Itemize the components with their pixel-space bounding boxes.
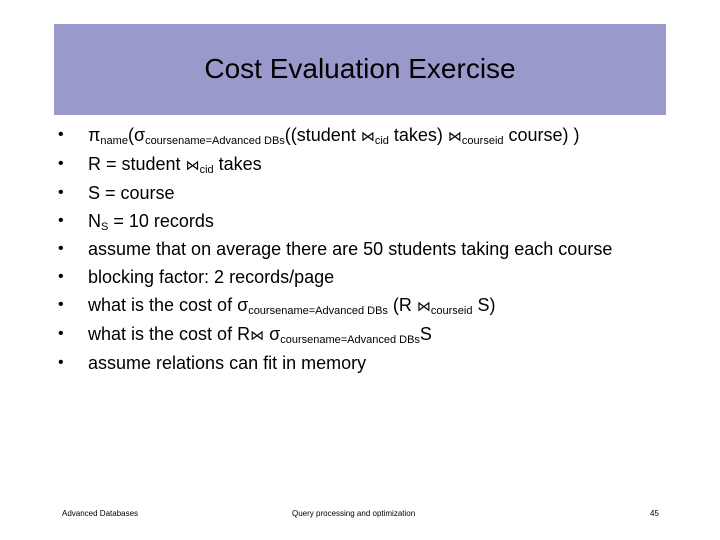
text-run: assume relations can fit in memory bbox=[88, 353, 367, 373]
text-run: S) bbox=[472, 295, 496, 315]
bullet-item bbox=[54, 266, 674, 288]
text-run: N bbox=[88, 211, 101, 231]
bullet-dot: • bbox=[58, 155, 64, 172]
text-run: = 10 records bbox=[108, 211, 214, 231]
bullet-dot: • bbox=[58, 126, 64, 143]
join-icon: ⋈ bbox=[360, 128, 375, 144]
bullet-item bbox=[54, 182, 674, 204]
footer-topic: Query processing and optimization bbox=[292, 509, 416, 518]
join-icon: ⋈ bbox=[250, 327, 265, 343]
sigma-symbol: σ bbox=[264, 324, 281, 344]
footer-course: Advanced Databases bbox=[62, 509, 139, 518]
join-icon: ⋈ bbox=[185, 157, 200, 173]
text-run: blocking factor: 2 records/page bbox=[88, 267, 335, 287]
bullet-item bbox=[54, 124, 674, 147]
bullet-dot: • bbox=[58, 325, 64, 342]
text-run: takes) bbox=[388, 125, 448, 145]
bullet-item bbox=[54, 352, 674, 374]
text-run: S bbox=[419, 324, 432, 344]
bullet-item bbox=[54, 323, 674, 346]
subscript: courseid bbox=[461, 135, 504, 147]
text-run: course) ) bbox=[503, 125, 580, 145]
subscript: courseid bbox=[430, 305, 473, 317]
subscript: name bbox=[100, 135, 128, 147]
bullet-item bbox=[54, 153, 674, 176]
bullet-dot: • bbox=[58, 296, 64, 313]
subscript: coursename=Advanced DBs bbox=[280, 334, 420, 346]
bullet-dot: • bbox=[58, 354, 64, 371]
bullet-dot: • bbox=[58, 212, 64, 229]
text-run: takes bbox=[213, 154, 262, 174]
subscript: cid bbox=[374, 135, 389, 147]
subscript: coursename=Advanced DBs bbox=[145, 135, 285, 147]
title-band bbox=[54, 24, 666, 115]
text-run: assume that on average there are 50 students taking each course bbox=[88, 239, 613, 259]
text-run: S = course bbox=[88, 183, 175, 203]
join-icon: ⋈ bbox=[416, 298, 431, 314]
subscript: coursename=Advanced DBs bbox=[248, 305, 388, 317]
text-run: ((student bbox=[284, 125, 361, 145]
subscript: S bbox=[101, 221, 109, 233]
text-run: (R bbox=[387, 295, 417, 315]
text-run: (σ bbox=[127, 125, 146, 145]
pi-symbol: π bbox=[88, 125, 101, 145]
slide-title: Cost Evaluation Exercise bbox=[204, 53, 516, 84]
bullet-dot: • bbox=[58, 184, 64, 201]
bullet-item bbox=[54, 210, 674, 232]
bullet-dot: • bbox=[58, 240, 64, 257]
bullet-list bbox=[54, 124, 674, 380]
text-run: what is the cost of R bbox=[88, 324, 251, 344]
text-run: what is the cost of σ bbox=[88, 295, 249, 315]
join-icon: ⋈ bbox=[447, 128, 462, 144]
bullet-item bbox=[54, 238, 674, 260]
subscript: cid bbox=[199, 164, 214, 176]
bullet-item bbox=[54, 294, 674, 317]
page-number: 45 bbox=[650, 509, 659, 518]
text-run: R = student bbox=[88, 154, 186, 174]
bullet-dot: • bbox=[58, 268, 64, 285]
